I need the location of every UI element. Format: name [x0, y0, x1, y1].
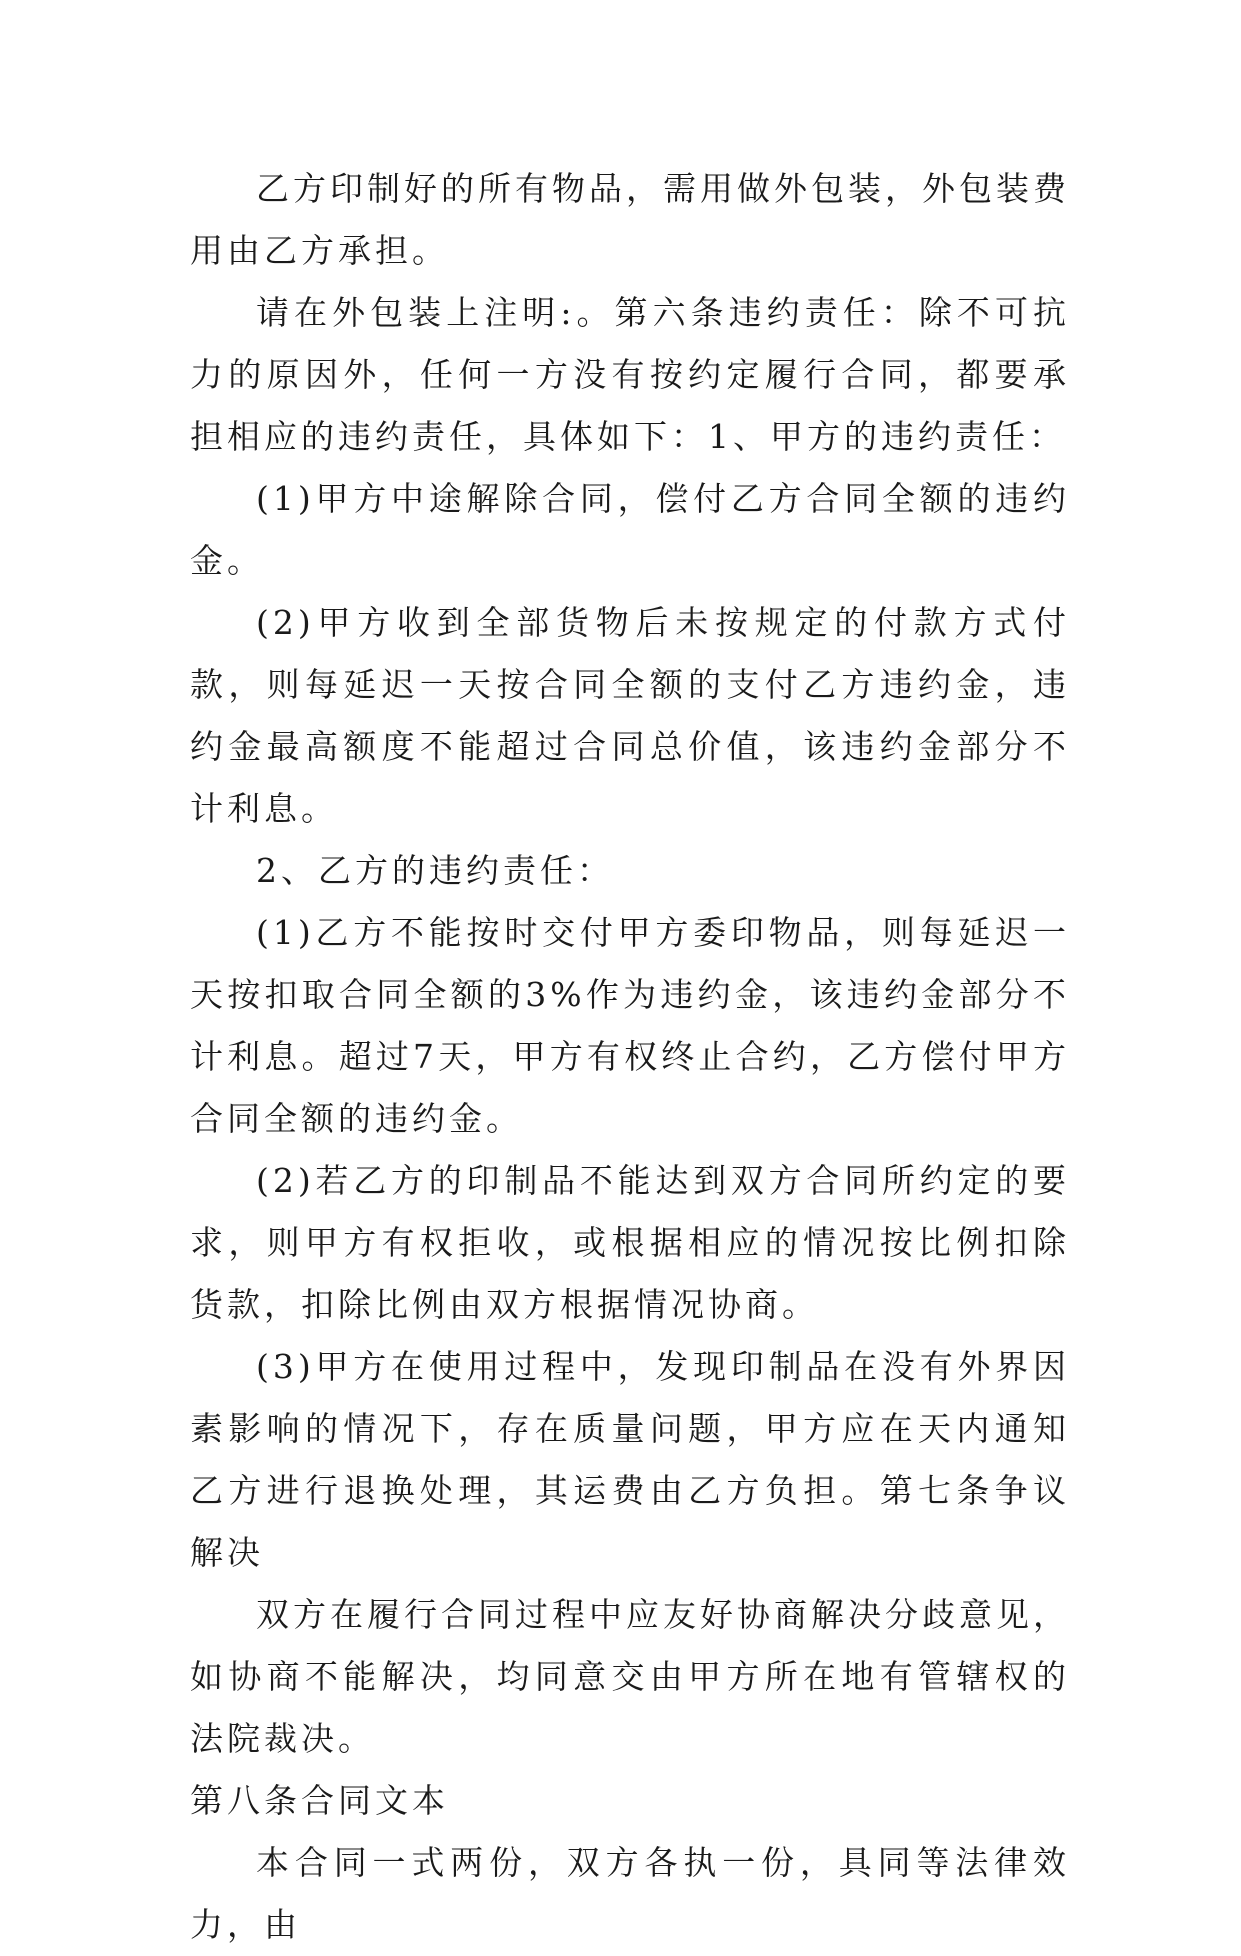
paragraph-party-b-clause-1: (1)乙方不能按时交付甲方委印物品，则每延迟一天按扣取合同全额的3%作为违约金，该违约金部分不计利息。超过7天，甲方有权终止合约，乙方偿付甲方合同全额的违约金。 [190, 913, 1070, 1138]
document-body [190, 158, 1070, 1956]
paragraph-party-b-heading: 2、乙方的违约责任： [256, 851, 614, 890]
paragraph-dispute-resolution: 双方在履行合同过程中应友好协商解决分歧意见，如协商不能解决，均同意交由甲方所在地有管辖权的法院裁决。 [190, 1595, 1070, 1758]
paragraph-packaging: 乙方印制好的所有物品，需用做外包装，外包装费用由乙方承担。 [190, 169, 1070, 270]
heading-article-8: 第八条合同文本 [190, 1781, 449, 1820]
paragraph-party-b-clause-2: (2)若乙方的印制品不能达到双方合同所约定的要求，则甲方有权拒收，或根据相应的情况按比例扣除货款，扣除比例由双方根据情况协商。 [190, 1161, 1070, 1324]
paragraph-party-a-clause-2: (2)甲方收到全部货物后未按规定的付款方式付款，则每延迟一天按合同全额的支付乙方违约金，违约金最高额度不能超过合同总价值，该违约金部分不计利息。 [190, 603, 1070, 828]
paragraph-article-6-breach: 请在外包装上注明:。第六条违约责任：除不可抗力的原因外，任何一方没有按约定履行合同，都要承担相应的违约责任，具体如下：1、甲方的违约责任： [190, 293, 1070, 456]
paragraph-contract-copies: 本合同一式两份，双方各执一份，具同等法律效力，由 [190, 1843, 1070, 1944]
paragraph-party-a-clause-1: (1)甲方中途解除合同，偿付乙方合同全额的违约金。 [190, 479, 1070, 580]
paragraph-party-b-clause-3: (3)甲方在使用过程中，发现印制品在没有外界因素影响的情况下，存在质量问题，甲方应在天内通知乙方进行退换处理，其运费由乙方负担。第七条争议解决 [190, 1347, 1070, 1572]
